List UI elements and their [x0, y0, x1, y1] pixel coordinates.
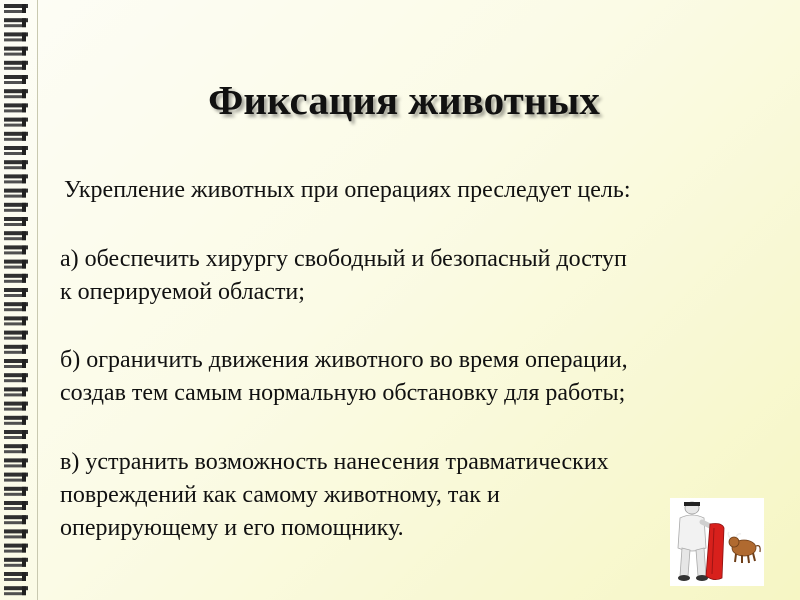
goal-item-b: б) ограничить движения животного во время операции, создав тем самым нормальную обстановку для работы; — [60, 347, 628, 406]
spiral-ring — [4, 217, 28, 226]
spiral-ring — [4, 501, 28, 510]
spiral-ring — [4, 373, 28, 382]
spiral-ring — [4, 61, 28, 70]
spiral-ring — [4, 302, 28, 311]
spiral-ring — [4, 189, 28, 198]
spiral-ring — [4, 544, 28, 553]
spiral-ring — [4, 174, 28, 183]
spiral-ring — [4, 572, 28, 581]
spiral-ring — [4, 231, 28, 240]
spiral-ring — [4, 32, 28, 41]
spiral-ring — [4, 203, 28, 212]
matador-bull-icon — [670, 498, 764, 586]
spiral-ring — [4, 444, 28, 453]
spiral-ring — [4, 473, 28, 482]
spiral-ring — [4, 18, 28, 27]
goal-item-c: в) устранить возможность нанесения травматических повреждений как самому животному, так и оперирующему и его помощнику. — [60, 449, 609, 541]
spiral-ring — [4, 274, 28, 283]
spiral-ring — [4, 416, 28, 425]
spiral-ring — [4, 345, 28, 354]
spiral-ring — [4, 387, 28, 396]
spiral-ring — [4, 288, 28, 297]
intro-text: Укрепление животных при операциях преследует цель: — [64, 177, 631, 203]
spiral-ring — [4, 359, 28, 368]
spiral-ring — [4, 245, 28, 254]
spiral-ring — [4, 558, 28, 567]
spiral-ring — [4, 160, 28, 169]
slide-title: Фиксация животных — [208, 77, 600, 123]
spiral-ring — [4, 146, 28, 155]
spiral-ring — [4, 47, 28, 56]
spiral-ring — [4, 260, 28, 269]
spiral-ring — [4, 331, 28, 340]
spiral-ring — [4, 515, 28, 524]
spiral-ring — [4, 586, 28, 595]
spiral-ring — [4, 458, 28, 467]
spiral-ring — [4, 529, 28, 538]
spiral-ring — [4, 402, 28, 411]
spiral-ring — [4, 316, 28, 325]
spiral-ring — [4, 487, 28, 496]
goal-item-a: а) обеспечить хирургу свободный и безопасный доступ к оперируемой области; — [60, 246, 627, 305]
spiral-ring — [4, 430, 28, 439]
spiral-ring — [4, 132, 28, 141]
spiral-ring — [4, 4, 28, 13]
